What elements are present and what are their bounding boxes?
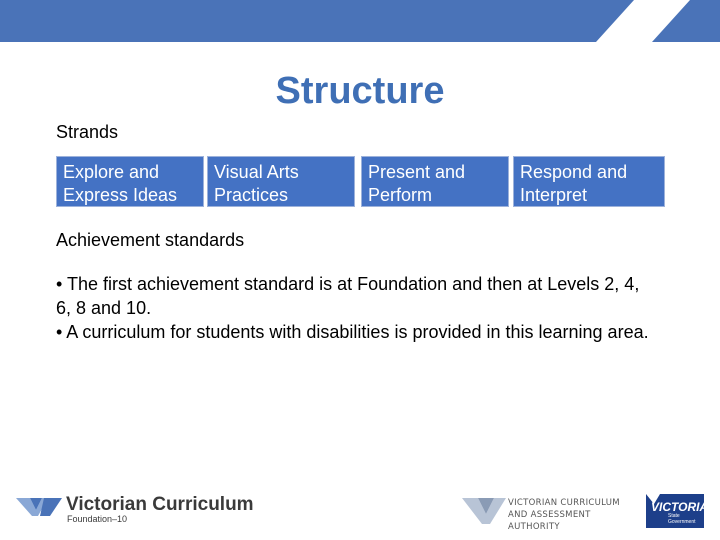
strands-label: Strands (56, 122, 119, 142)
victorian-curriculum-logo-text: Victorian Curriculum (66, 494, 254, 515)
vcaa-logo-text: VICTORIAN CURRICULUM AND ASSESSMENT AUTHORITY (508, 498, 620, 532)
achievement-heading: Achievement standards (56, 230, 245, 250)
strand-respond-interpret: Respond and Interpret (513, 156, 665, 207)
strand-explore-express: Explore and Express Ideas (56, 156, 204, 207)
victoria-logo-text: VICTORIA (651, 500, 709, 514)
victoria-logo-subtext: State Government (668, 513, 696, 525)
bullet-item: • A curriculum for students with disabilities is provided in this learning area. (56, 322, 649, 342)
victorian-curriculum-logo-icon (16, 498, 62, 516)
slide-title: Structure (275, 70, 445, 112)
top-banner (0, 0, 720, 42)
vcaa-logo-icon (462, 498, 506, 524)
victorian-curriculum-logo-subtext: Foundation–10 (67, 514, 128, 524)
strand-present-perform: Present and Perform (361, 156, 509, 207)
strand-visual-arts-practices: Visual Arts Practices (207, 156, 355, 207)
bullet-item: • The first achievement standard is at Foundation and then at Levels 2, 4, 6, 8 and 10. (56, 274, 640, 318)
bullet-list (56, 272, 656, 344)
